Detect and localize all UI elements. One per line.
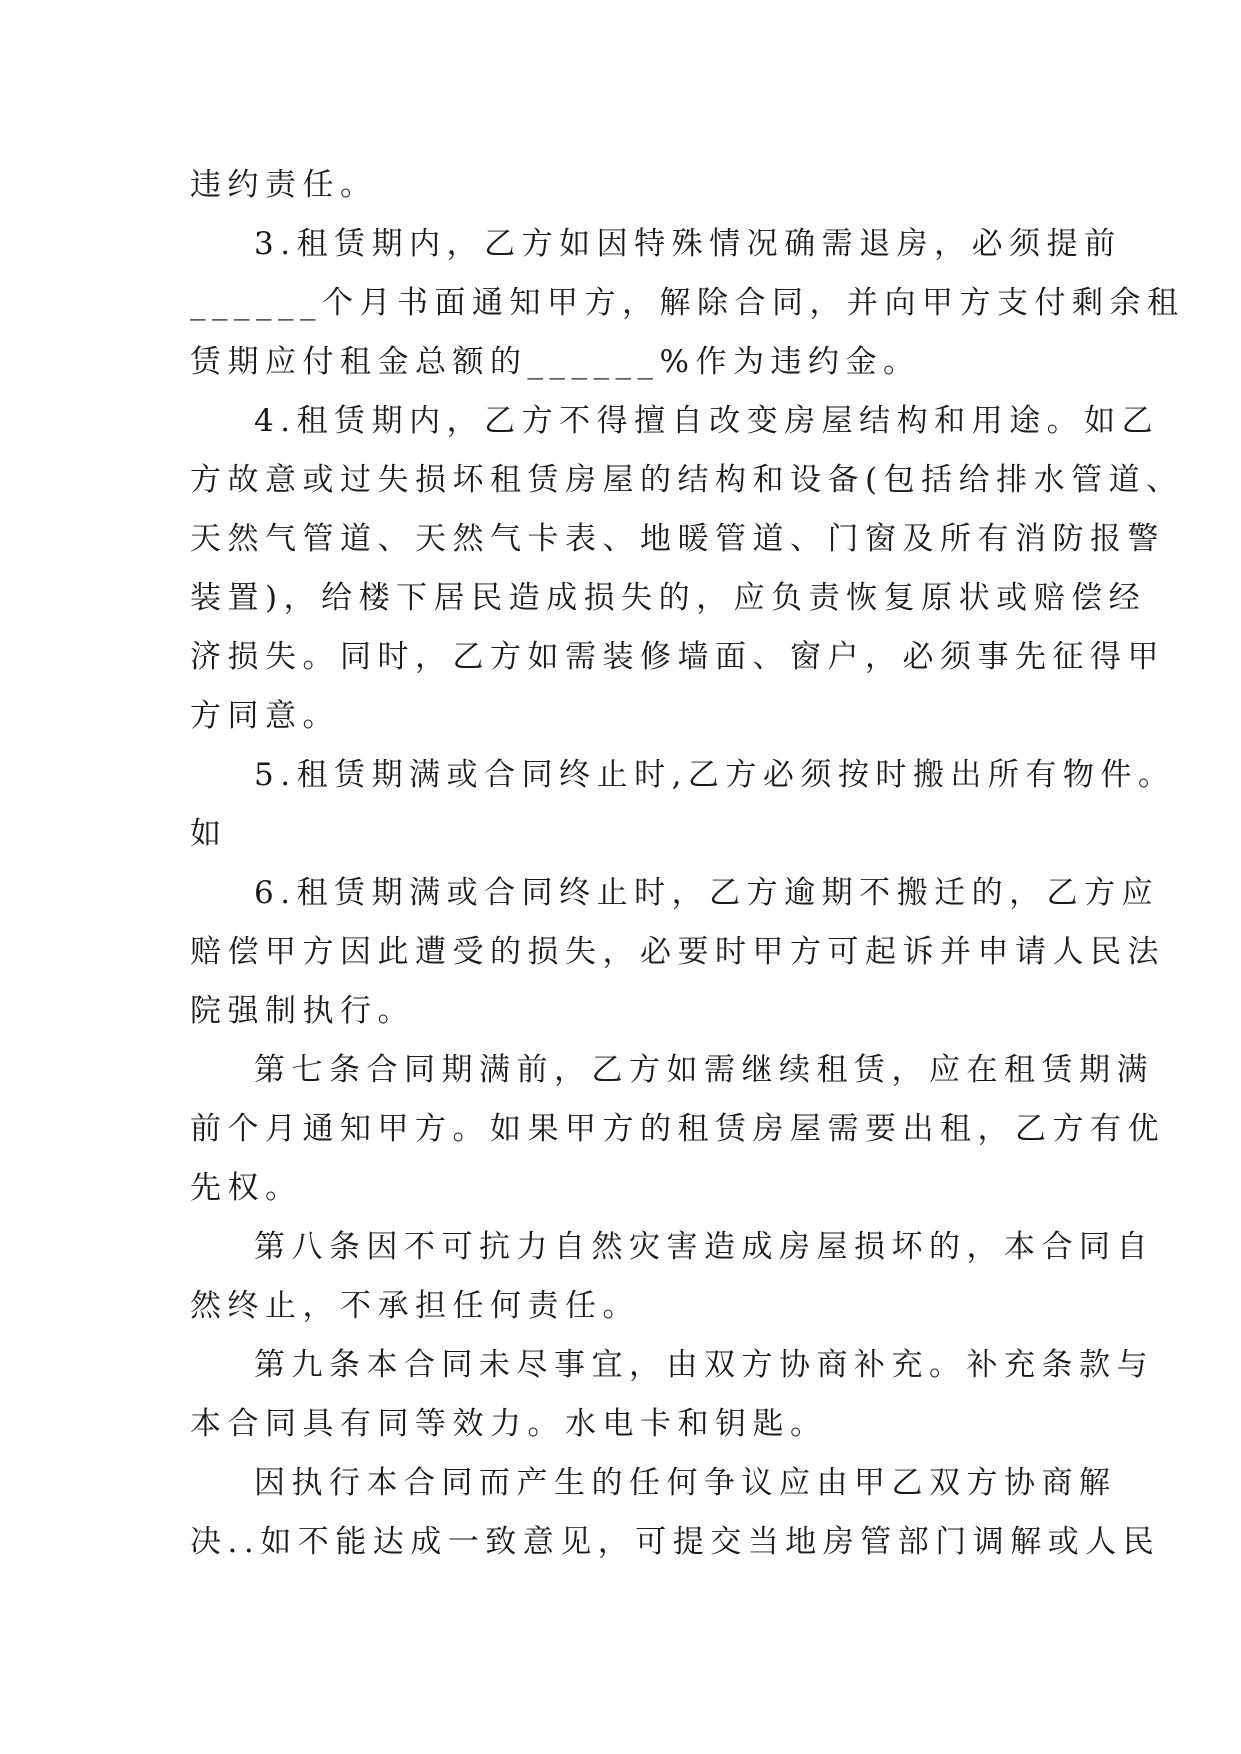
text-line: 本合同具有同等效力。水电卡和钥匙。	[190, 1406, 828, 1442]
text-line: 方故意或过失损坏租赁房屋的结构和设备(包括给排水管道、	[190, 462, 1184, 498]
document-body	[190, 156, 1185, 1572]
text-line: 决..如不能达成一致意见，可提交当地房管部门调解或人民	[190, 1524, 1161, 1560]
text-line: 天然气管道、天然气卡表、地暖管道、门窗及所有消防报警	[190, 521, 1165, 557]
text-line: 院强制执行。	[190, 993, 415, 1029]
paragraph-article-8	[190, 1218, 1154, 1336]
paragraph-article-9	[190, 1336, 1154, 1454]
text-line: 4.租赁期内，乙方不得擅自改变房屋结构和用途。如乙	[254, 403, 1160, 439]
text-line: ______个月书面通知甲方，解除合同，并向甲方支付剩余租	[190, 285, 1185, 321]
paragraph-clause-4	[190, 392, 1184, 746]
text-line: 方同意。	[190, 698, 340, 734]
text-line: 3.租赁期内，乙方如因特殊情况确需退房，必须提前	[254, 226, 1122, 262]
text-line: 违约责任。	[190, 167, 378, 203]
text-line: 如	[190, 816, 228, 852]
text-line: 第八条因不可抗力自然灾害造成房屋损坏的，本合同自	[254, 1229, 1154, 1265]
paragraph-article-7	[190, 1041, 1165, 1218]
text-line: 5.租赁期满或合同终止时,乙方必须按时搬出所有物件。	[254, 757, 1176, 793]
paragraph-liability-end	[190, 156, 1070, 215]
text-line: 6.租赁期满或合同终止时，乙方逾期不搬迁的，乙方应	[254, 875, 1160, 911]
paragraph-dispute-resolution	[190, 1454, 1161, 1572]
text-line: 第九条本合同未尽事宜，由双方协商补充。补充条款与	[254, 1347, 1154, 1383]
text-line: 赁期应付租金总额的______%作为违约金。	[190, 344, 921, 380]
text-line: 前个月通知甲方。如果甲方的租赁房屋需要出租，乙方有优	[190, 1111, 1165, 1147]
text-line: 装置)，给楼下居民造成损失的，应负责恢复原状或赔偿经	[190, 580, 1147, 616]
text-line: 然终止，不承担任何责任。	[190, 1288, 640, 1324]
text-line: 先权。	[190, 1170, 303, 1206]
paragraph-clause-6	[190, 864, 1165, 1041]
paragraph-clause-3	[190, 215, 1185, 392]
paragraph-clause-5	[190, 746, 1176, 864]
text-line: 第七条合同期满前，乙方如需继续租赁，应在租赁期满	[254, 1052, 1154, 1088]
text-line: 因执行本合同而产生的任何争议应由甲乙双方协商解	[254, 1465, 1117, 1501]
text-line: 赔偿甲方因此遭受的损失，必要时甲方可起诉并申请人民法	[190, 934, 1165, 970]
text-line: 济损失。同时，乙方如需装修墙面、窗户，必须事先征得甲	[190, 639, 1165, 675]
